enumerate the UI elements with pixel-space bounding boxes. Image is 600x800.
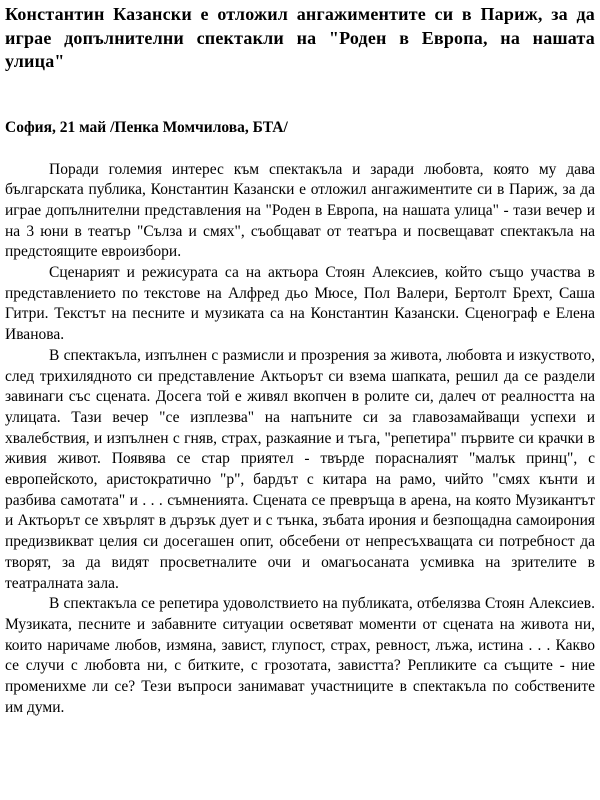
article-paragraph: Поради големия интерес към спектакъла и заради любовта, която му дава българската публика, Константин Казански е отложил ангажиментите си в Париж, за да играе допълнителни представления на "Роден в Европа, на нашата улица" - тази вечер и на 3 юни в театър "Сълза и смях", съобщават от театъра и посвещават спектакъла на предстоящите евроизбори.	[5, 160, 595, 261]
article-paragraph: В спектакъла, изпълнен с размисли и прозрения за живота, любовта и изкуството, след трихилядното си представление Актьорът си взема шапката, решил да се раздели завинаги със сцената. Досега той е живял вкопчен в ролите си, далеч от реалността на улицата. Тази вечер "се изплезва" на напъните си за главозамайващи успехи и хвалебствия, и изпълнен с гняв, страх, разкаяние и тъга, "репетира" първите си крачки в живия живот. Появява се стар приятел - твърде порасналият "малък принц", с европейското, аристократично "р", бардът с китара на рамо, чийто "смях кънти и разбива самотата" и . . . съмненията. Сцената се превръща в арена, на която Музикантът и Актьорът се хвърлят в дързък дует и с тънка, зъбата ирония и безпощадна самоирония предизвикват целия си досегашен опит, обсебени от непресъхващата си потребност да творят, за да видят просветналите очи и омагьосаната усмивка на зрителите в театралната зала.	[5, 346, 595, 592]
article-dateline: София, 21 май /Пенка Момчилова, БТА/	[5, 118, 288, 136]
article-title: Константин Казански е отложил ангажиментите си в Париж, за да играе допълнителни спектакли на "Роден в Европа, на нашата улица"	[5, 4, 595, 71]
article-paragraph: В спектакъла се репетира удоволствието на публиката, отбелязва Стоян Алексиев. Музиката, песните и забавните ситуации осветяват моменти от сцената на живота ни, които наричаме любов, измяна, завист, глупост, страх, ревност, лъжа, истина . . . Какво се случи с любовта ни, с битките, с грозотата, завистта? Репликите са същите - ние променихме ли се? Тези въпроси занимават участниците в спектакъла по собствените им думи.	[5, 595, 595, 716]
article-paragraph: Сценарият и режисурата са на актьора Стоян Алексиев, който също участва в представлението по текстове на Алфред дьо Мюсе, Пол Валери, Бертолт Брехт, Саша Гитри. Текстът на песните и музиката са на Константин Казански. Сценограф е Елена Иванова.	[5, 264, 595, 344]
